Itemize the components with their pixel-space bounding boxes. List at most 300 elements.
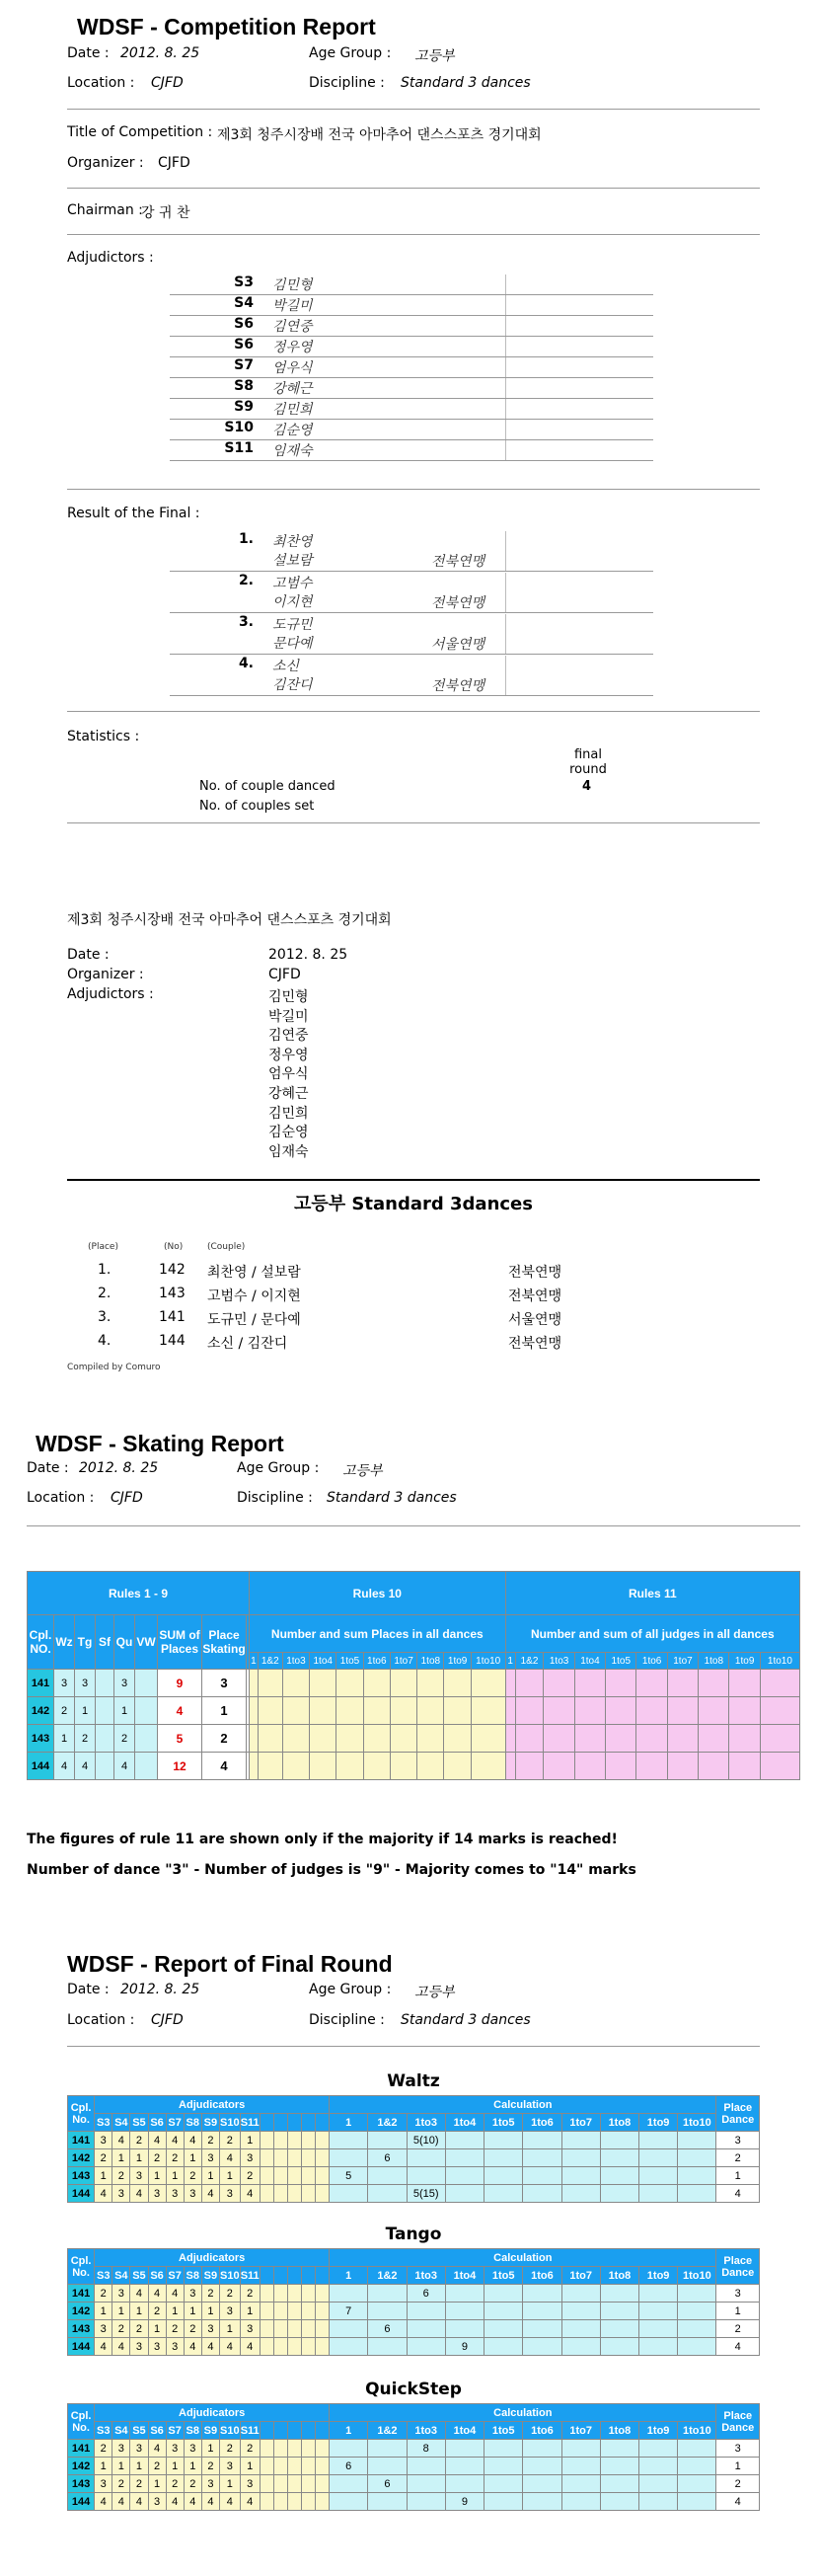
judge-mark: 3 [130,2440,148,2458]
judge-mark: 4 [201,2185,219,2203]
rule-10-cell [471,1697,505,1725]
rule-column-header: 1to5 [336,1653,363,1670]
empty-mark [260,2185,273,2203]
calc-value: 6 [368,2320,407,2338]
column-divider [505,378,506,398]
divider [67,188,760,189]
empty-mark [316,2440,330,2458]
summary-club: 서울연맹 [508,1312,562,1328]
calc-value [639,2185,678,2203]
empty-mark [301,2475,315,2493]
judge-mark: 4 [184,2493,201,2511]
empty-mark [287,2440,301,2458]
empty-mark [301,2185,315,2203]
final-row [68,2149,760,2167]
rule-10-cell [363,1753,390,1780]
final-age-label: Age Group : [309,1982,392,1997]
summary-adjudicator: 김순영 [268,1125,309,1141]
column-divider [505,531,506,571]
dance-place: 4 [75,1753,96,1780]
calc-value [600,2475,638,2493]
calc-value [485,2132,523,2149]
judge-mark: 2 [166,2475,184,2493]
skating-row [28,1725,800,1753]
skating-row [28,1697,800,1725]
rule-column-header: 1&2 [515,1653,544,1670]
summary-place: 2. [98,1286,112,1301]
empty-mark [287,2303,301,2320]
rule-10-cell [336,1697,363,1725]
calc-value [561,2149,600,2167]
judge-mark: 2 [130,2320,148,2338]
rule-10-cell [258,1753,282,1780]
couple-number: 142 [68,2303,95,2320]
summary-date-label: Date : [67,947,110,963]
empty-judge-header [273,2422,287,2440]
rule-10-cell [471,1753,505,1780]
rule-11-cell [515,1725,544,1753]
judge-mark: 4 [148,2440,166,2458]
calc-column-header: 1to5 [485,2114,523,2132]
judge-mark: 3 [219,2185,240,2203]
adjudicator-code: S6 [234,337,254,352]
calc-column-header: 1to6 [523,2114,561,2132]
calc-value [445,2285,484,2303]
calc-value [678,2149,716,2167]
judge-mark: 1 [201,2440,219,2458]
skating-location-label: Location : [27,1490,95,1506]
dance-title: QuickStep [365,2380,462,2399]
result-partner-1: 소신 [272,659,300,674]
empty-mark [301,2493,315,2511]
rule-column-header: 1 [250,1653,259,1670]
adjudicator-name: 정우영 [272,340,313,355]
skating-discipline-value: Standard 3 dances [327,1490,457,1506]
judge-mark: 2 [219,2440,240,2458]
rule-column-header: 1to7 [390,1653,416,1670]
judge-header: S11 [240,2267,260,2285]
calc-column-header: 1to9 [639,2114,678,2132]
place-skating: 4 [202,1753,247,1780]
empty-mark [260,2320,273,2338]
rule-11-cell [667,1753,698,1780]
empty-mark [287,2149,301,2167]
adjudicator-code: S3 [234,274,254,290]
judge-mark: 2 [112,2320,130,2338]
calc-value [330,2440,368,2458]
empty-judge-header [301,2114,315,2132]
skating-table [27,1571,800,1780]
rule-column-header: 1to9 [729,1653,760,1670]
couple-number: 142 [68,2149,95,2167]
final-round-table [67,2403,760,2511]
adjudicator-row [170,357,653,378]
empty-mark [287,2475,301,2493]
calc-value [445,2185,484,2203]
adjudicator-code: S10 [224,420,254,435]
summary-adjudicator: 임재숙 [268,1143,309,1160]
rule-10-cell [390,1725,416,1753]
rule-10-cell [417,1725,444,1753]
judge-mark: 4 [112,2493,130,2511]
empty-mark [316,2149,330,2167]
result-label: Result of the Final : [67,506,200,521]
judge-mark: 4 [130,2285,148,2303]
judge-mark: 3 [240,2149,260,2167]
column-divider [505,316,506,336]
final-row [68,2493,760,2511]
col-no-header: (No) [164,1242,184,1252]
empty-mark [316,2303,330,2320]
result-place: 4. [238,656,254,671]
result-entry [170,656,653,696]
place-dance: 1 [716,2167,760,2185]
column-divider [505,295,506,315]
summary-adjudicator: 김연중 [268,1028,309,1045]
judge-mark: 2 [130,2132,148,2149]
empty-judge-header [260,2422,273,2440]
rule-10-cell [417,1670,444,1697]
calc-value [368,2185,407,2203]
adjudicators-header: Adjudicators [95,2096,330,2114]
judge-mark: 1 [219,2167,240,2185]
calc-value [561,2132,600,2149]
calc-value [485,2167,523,2185]
calc-value: 9 [445,2338,484,2356]
calc-value: 5 [330,2167,368,2185]
judge-mark: 1 [112,2458,130,2475]
rule-10-cell [336,1725,363,1753]
column-divider [505,274,506,294]
empty-judge-header [301,2267,315,2285]
rule-11-cell [699,1725,729,1753]
judge-mark: 3 [112,2285,130,2303]
rule-column-header: 1to10 [471,1653,505,1670]
judge-header: S5 [130,2114,148,2132]
judge-mark: 3 [184,2285,201,2303]
dance-header: Sf [96,1615,114,1670]
final-round-header: final round [569,747,607,777]
judge-mark: 4 [112,2132,130,2149]
judge-header: S7 [166,2267,184,2285]
judge-mark: 2 [112,2167,130,2185]
judge-mark: 3 [95,2475,112,2493]
empty-mark [273,2493,287,2511]
skating-note-1: The figures of rule 11 are shown only if the majority if 14 marks is reached! [27,1832,618,1847]
rule-11-cell [574,1697,605,1725]
rule-11-cell [606,1670,636,1697]
calc-column-header: 1to4 [445,2267,484,2285]
skating-discipline-label: Discipline : [237,1490,313,1506]
judge-mark: 3 [201,2475,219,2493]
calc-value [485,2149,523,2167]
judge-header: S8 [184,2114,201,2132]
calc-value [600,2303,638,2320]
calc-column-header: 1to7 [561,2267,600,2285]
calc-value [600,2320,638,2338]
place-dance: 4 [716,2493,760,2511]
judge-mark: 4 [201,2493,219,2511]
judge-mark: 1 [201,2303,219,2320]
couple-number: 143 [28,1725,54,1753]
judge-mark: 4 [112,2338,130,2356]
calc-value [561,2185,600,2203]
divider [67,109,760,110]
rule-10-cell [363,1725,390,1753]
calc-column-header: 1to9 [639,2422,678,2440]
judge-mark: 1 [166,2167,184,2185]
adjudicator-row [170,274,653,295]
rule-10-cell [390,1697,416,1725]
rule-10-cell [363,1670,390,1697]
judge-mark: 3 [240,2320,260,2338]
dance-place: 1 [75,1697,96,1725]
calc-value [407,2320,445,2338]
judge-header: S7 [166,2114,184,2132]
rule-10-cell [471,1725,505,1753]
dance-place: 3 [75,1670,96,1697]
calc-value [485,2285,523,2303]
judge-mark: 2 [95,2149,112,2167]
empty-mark [316,2493,330,2511]
judge-mark: 3 [166,2440,184,2458]
calc-value [523,2149,561,2167]
empty-mark [273,2285,287,2303]
place-dance-header: Place Dance [716,2096,760,2132]
adjudicator-name: 임재숙 [272,443,313,459]
column-divider [505,614,506,654]
judge-mark: 3 [184,2440,201,2458]
rule-11-cell [760,1725,799,1753]
rule-10-cell [282,1725,309,1753]
cpl-header: Cpl. No. [68,2404,95,2440]
judge-mark: 2 [219,2132,240,2149]
rule-11-cell [729,1670,760,1697]
skating-row [28,1670,800,1697]
calc-column-header: 1to10 [678,2422,716,2440]
calc-value [485,2458,523,2475]
adjudicator-code: S8 [234,378,254,394]
rule-10-cell [417,1697,444,1725]
skating-location-value: CJFD [111,1490,143,1506]
summary-couple: 고범수 / 이지현 [207,1288,301,1304]
place-dance-header: Place Dance [716,2249,760,2285]
empty-mark [287,2458,301,2475]
empty-mark [301,2132,315,2149]
calc-value [678,2303,716,2320]
judge-mark: 4 [95,2493,112,2511]
rule-10-cell [417,1753,444,1780]
judge-header: S5 [130,2267,148,2285]
judge-mark: 2 [184,2320,201,2338]
rule-11-cell [760,1697,799,1725]
judge-mark: 1 [148,2167,166,2185]
judge-header: S3 [95,2422,112,2440]
judge-mark: 2 [112,2475,130,2493]
judge-mark: 2 [201,2132,219,2149]
empty-mark [287,2338,301,2356]
judge-header: S3 [95,2114,112,2132]
summary-club: 전북연맹 [508,1265,562,1281]
rule-11-cell [729,1725,760,1753]
empty-mark [316,2458,330,2475]
judge-header: S9 [201,2114,219,2132]
final-location-value: CJFD [151,2012,184,2028]
empty-judge-header [260,2267,273,2285]
rule-10-cell [336,1670,363,1697]
judge-mark: 2 [240,2167,260,2185]
rule-11-cell [667,1697,698,1725]
calc-value [445,2132,484,2149]
dance-place: 1 [114,1697,135,1725]
dance-header: Qu [114,1615,135,1670]
skating-age-value: 고등부 [342,1463,383,1479]
summary-adjudicator: 정우영 [268,1047,309,1063]
rule-column-header: 1to3 [282,1653,309,1670]
calc-value [523,2132,561,2149]
judge-mark: 2 [148,2458,166,2475]
calc-value [407,2493,445,2511]
empty-judge-header [316,2267,330,2285]
discipline-value: Standard 3 dances [401,75,531,91]
empty-mark [273,2167,287,2185]
judge-mark: 3 [201,2320,219,2338]
judge-header: S9 [201,2267,219,2285]
calc-column-header: 1to6 [523,2422,561,2440]
divider [67,234,760,235]
rule-10-cell [363,1697,390,1725]
empty-mark [273,2303,287,2320]
dance-place: 4 [114,1753,135,1780]
calc-column-header: 1to8 [600,2114,638,2132]
final-report-title: WDSF - Report of Final Round [67,1951,393,1977]
summary-couple: 최찬영 / 설보람 [207,1265,301,1281]
dance-place [96,1753,114,1780]
summary-organizer-value: CJFD [268,967,301,982]
calc-value [445,2320,484,2338]
couple-number: 142 [28,1697,54,1725]
adjudicator-name: 박길미 [272,298,313,314]
final-location-label: Location : [67,2012,135,2028]
judge-mark: 3 [95,2320,112,2338]
competition-label: Title of Competition : [67,124,213,140]
rule-11-cell [699,1697,729,1725]
calc-value [330,2475,368,2493]
skating-row [28,1753,800,1780]
summary-adjudicators-label: Adjudictors : [67,986,154,1002]
final-row [68,2320,760,2338]
calc-value [561,2458,600,2475]
result-partner-1: 도규민 [272,617,313,633]
calc-value [485,2320,523,2338]
calc-value [639,2338,678,2356]
calc-value [600,2493,638,2511]
judge-header: S5 [130,2422,148,2440]
calc-column-header: 1to4 [445,2422,484,2440]
summary-adjudicator: 김민형 [268,989,309,1005]
calc-value [445,2458,484,2475]
calc-value: 9 [445,2493,484,2511]
calc-column-header: 1 [330,2114,368,2132]
empty-judge-header [316,2114,330,2132]
final-discipline-value: Standard 3 dances [401,2012,531,2028]
adjudicator-name: 김민희 [272,402,313,418]
final-row [68,2185,760,2203]
dance-place: 3 [114,1670,135,1697]
judge-mark: 1 [95,2458,112,2475]
empty-mark [316,2285,330,2303]
empty-judge-header [316,2422,330,2440]
empty-mark [273,2320,287,2338]
calc-column-header: 1to5 [485,2422,523,2440]
judge-mark: 4 [184,2338,201,2356]
empty-mark [260,2475,273,2493]
calc-value [445,2149,484,2167]
calc-value: 8 [407,2440,445,2458]
dance-title: Waltz [387,2071,440,2091]
rule-column-header: 1to5 [606,1653,636,1670]
place-skating: 2 [202,1725,247,1753]
judge-mark: 2 [148,2149,166,2167]
place-dance: 3 [716,2440,760,2458]
col-place-header: (Place) [88,1242,118,1252]
judge-mark: 3 [148,2185,166,2203]
chairman-label: Chairman : [67,202,143,218]
calc-column-header: 1to5 [485,2267,523,2285]
empty-mark [273,2132,287,2149]
summary-event: 고등부 Standard 3dances [294,1194,533,1214]
rule-10-cell [258,1725,282,1753]
empty-mark [287,2132,301,2149]
judge-mark: 3 [219,2458,240,2475]
calc-value [330,2320,368,2338]
calc-value [368,2440,407,2458]
rule-10-cell [250,1697,259,1725]
calc-column-header: 1to4 [445,2114,484,2132]
result-partner-2: 문다예 [272,636,313,652]
empty-mark [260,2440,273,2458]
statistics-label: Statistics : [67,729,140,744]
calc-value [485,2493,523,2511]
summary-rule [67,1179,760,1181]
couple-number: 143 [68,2167,95,2185]
summary-adjudicator: 엄우식 [268,1066,309,1083]
summary-number: 144 [159,1333,186,1349]
empty-mark [273,2338,287,2356]
dance-place: 4 [54,1753,75,1780]
judge-mark: 3 [95,2132,112,2149]
summary-adjudicator: 김민희 [268,1105,309,1122]
place-dance: 1 [716,2458,760,2475]
rule-10-cell [444,1670,471,1697]
rule-11-cell [574,1670,605,1697]
place-dance: 3 [716,2285,760,2303]
rule-10-cell [444,1753,471,1780]
rule-10-cell [250,1753,259,1780]
empty-judge-header [273,2114,287,2132]
judge-mark: 2 [201,2458,219,2475]
judge-mark: 1 [240,2132,260,2149]
age-group-label: Age Group : [309,45,392,61]
judge-mark: 1 [184,2149,201,2167]
dance-place: 2 [54,1697,75,1725]
calc-value [523,2320,561,2338]
empty-mark [316,2338,330,2356]
rule-11-cell [544,1725,574,1753]
summary-adjudicator: 강혜근 [268,1086,309,1102]
calc-column-header: 1 [330,2422,368,2440]
couple-number: 144 [68,2338,95,2356]
